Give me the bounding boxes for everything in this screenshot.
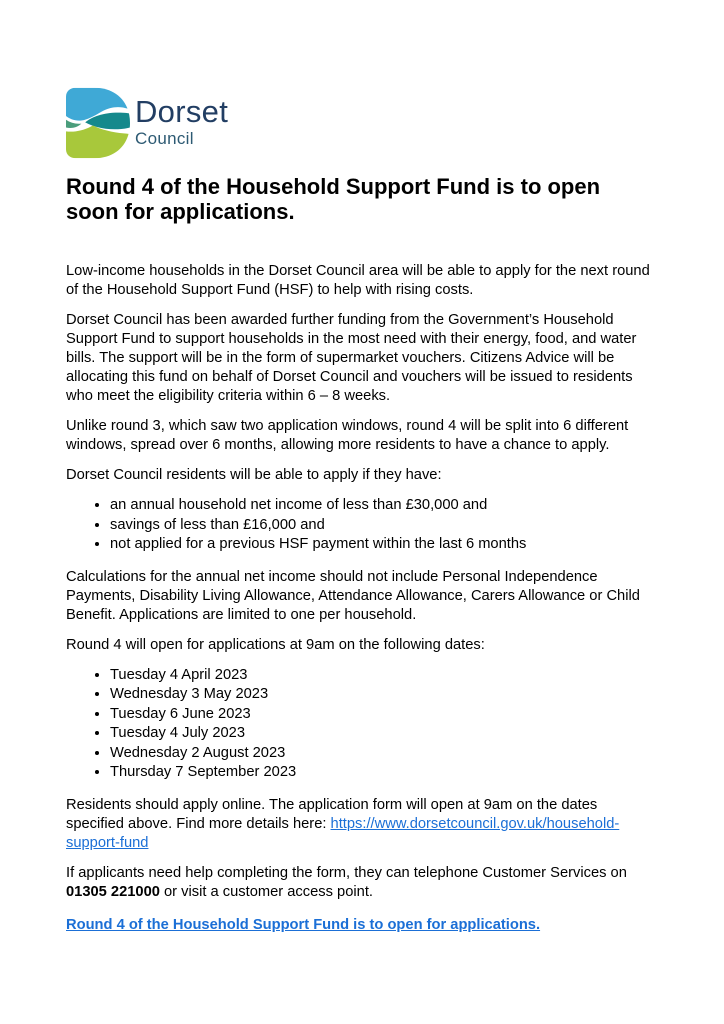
paragraph-help [66,864,658,902]
round4-open-link[interactable]: Round 4 of the Household Support Fund is to open for applications. [66,916,541,933]
paragraph-calculations: Calculations for the annual net income should not include Personal Independence Payments, Disability Living Allowance, Attendance Allowance, Carers Allowance or Child Benefit. Applications are limited to one per household. [66,568,640,623]
help-text-after: or visit a customer access point. [159,883,373,900]
customer-services-phone: 01305 221000 [66,883,160,900]
paragraph-low-income: Low-income households in the Dorset Council area will be able to apply for the next round of the Household Support Fund (HSF) to help with rising costs. [66,263,650,298]
paragraph-dates-intro: Round 4 will open for applications at 9am on the following dates: [66,636,485,653]
dorset-council-logo-icon [66,85,130,161]
apply-online-text: Residents should apply online. The application form will open at 9am on the dates specified above. Find more details here: [66,796,598,832]
logo-subname: Council [135,129,194,148]
date-item: • Tuesday 4 April 2023 [110,666,658,686]
paragraph-windows: Unlike round 3, which saw two application windows, round 4 will be split into 6 different windows, spread over 6 months, allowing more residents to have a chance to apply. [66,418,629,453]
date-item: • Wednesday 3 May 2023 [110,685,658,705]
eligibility-list [66,496,658,555]
page-title: Round 4 of the Household Support Fund is to open soon for applications. [66,174,601,224]
dorset-council-logo [66,85,658,161]
date-item: • Thursday 7 September 2023 [110,763,658,783]
logo-field-segment [66,126,130,159]
dates-list [66,666,658,783]
paragraph-funding: Dorset Council has been awarded further funding from the Government’s Household Support Fund to support households in the most need with their energy, food, and water bills. The support will be in the form of supermarket vouchers. Citizens Advice will be allocating this fund on behalf of Dorset Council and vouchers will be issued to residents who meet the eligibility criteria within 6 – 8 weeks. [66,312,637,404]
paragraph-footer-link [66,916,658,935]
paragraph-apply-online [66,796,658,853]
date-item: • Tuesday 4 July 2023 [110,724,658,744]
date-item: • Wednesday 2 August 2023 [110,744,658,764]
help-text-before: If applicants need help completing the form, they can telephone Customer Services on [66,864,627,881]
date-item: • Tuesday 6 June 2023 [110,705,658,725]
logo-name: Dorset [135,94,229,129]
eligibility-item: • not applied for a previous HSF payment within the last 6 months [110,535,658,555]
hsf-details-link[interactable]: https://www.dorsetcouncil.gov.uk/household-support-fund [66,815,620,851]
paragraph-eligibility-intro: Dorset Council residents will be able to apply if they have: [66,467,442,483]
eligibility-item: • an annual household net income of less than £30,000 and [110,496,658,516]
logo-wordmark [130,85,228,147]
eligibility-item: • savings of less than £16,000 and [110,516,658,536]
logo-hill-segment [66,120,81,128]
